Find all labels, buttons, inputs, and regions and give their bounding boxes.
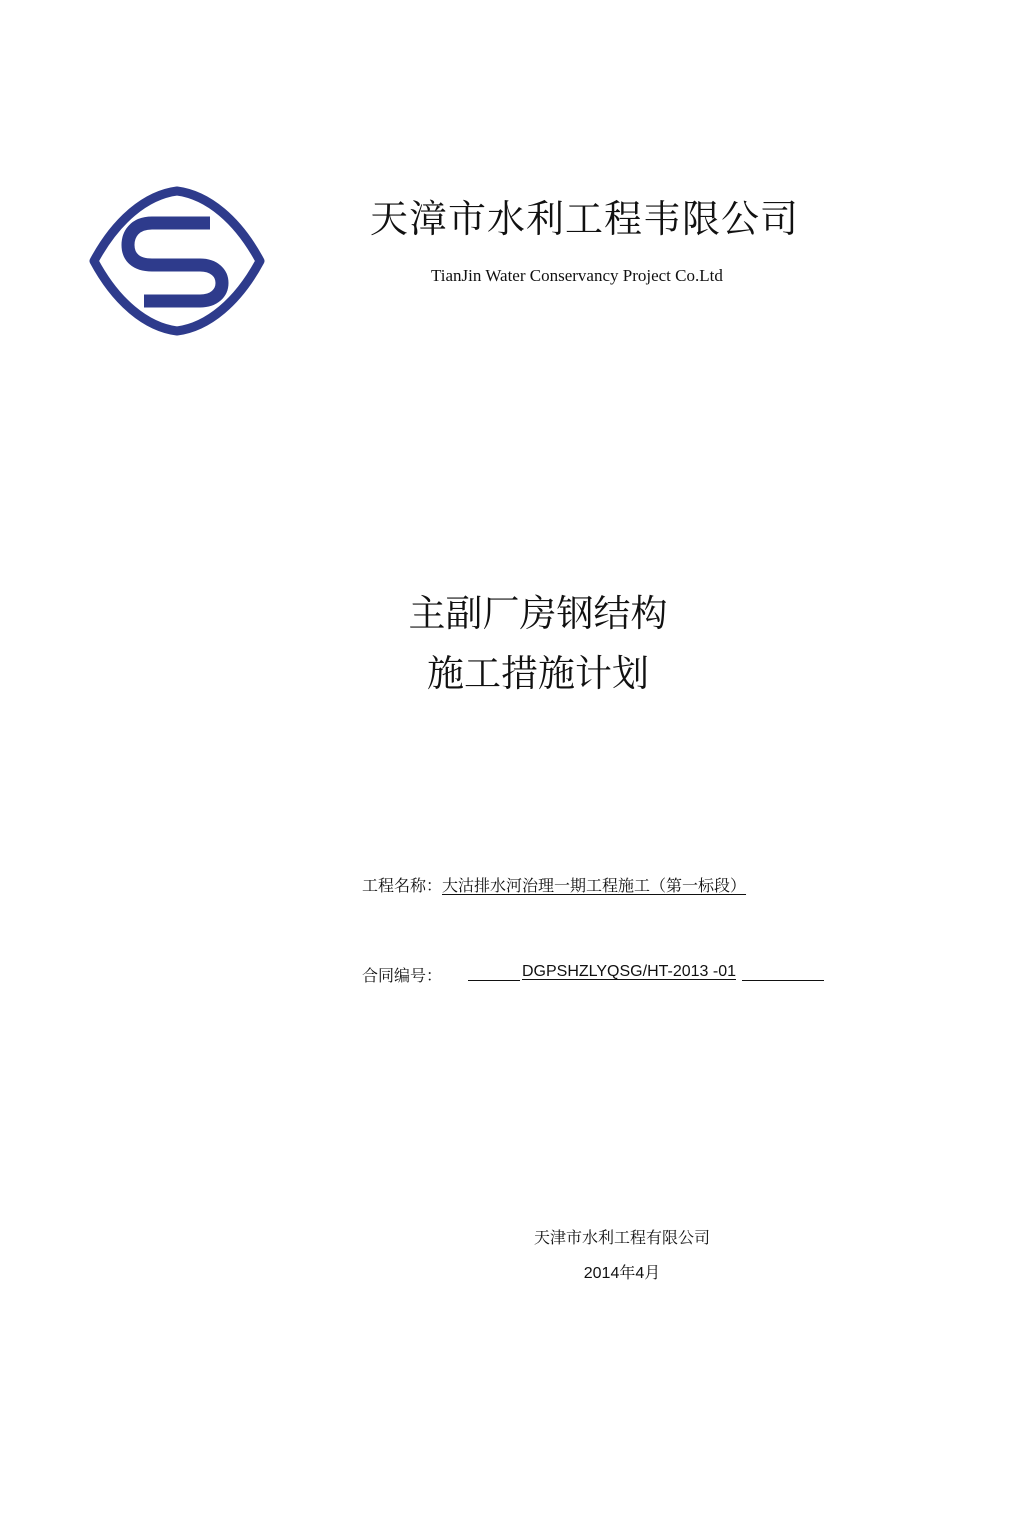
company-name-cn: 天漳市水利工程韦限公司 bbox=[370, 197, 800, 241]
project-name-value: 大沽排水河治理一期工程施工（第一标段） bbox=[442, 876, 747, 895]
underline-blank-left bbox=[468, 964, 520, 981]
underline-blank-right bbox=[742, 964, 824, 981]
contract-number-value: DGPSHZLYQSG/HT-2013 -01 bbox=[522, 963, 736, 980]
contract-number-field bbox=[362, 963, 442, 986]
document-title-line-2: 施工措施计划 bbox=[427, 652, 649, 695]
contract-number-value-wrap bbox=[468, 963, 824, 981]
project-name-field bbox=[362, 873, 746, 896]
contract-number-label: 合同编号： bbox=[362, 966, 443, 985]
project-name-label: 工程名称： bbox=[362, 876, 443, 895]
footer-company-name: 天津市水利工程有限公司 bbox=[533, 1228, 710, 1247]
document-title-line-1: 主副厂房钢结构 bbox=[408, 592, 668, 635]
footer-date: 2014年4月 bbox=[583, 1265, 661, 1282]
company-s-logo-icon bbox=[88, 185, 266, 337]
company-name-en: TianJin Water Conservancy Project Co.Ltd bbox=[431, 266, 723, 285]
